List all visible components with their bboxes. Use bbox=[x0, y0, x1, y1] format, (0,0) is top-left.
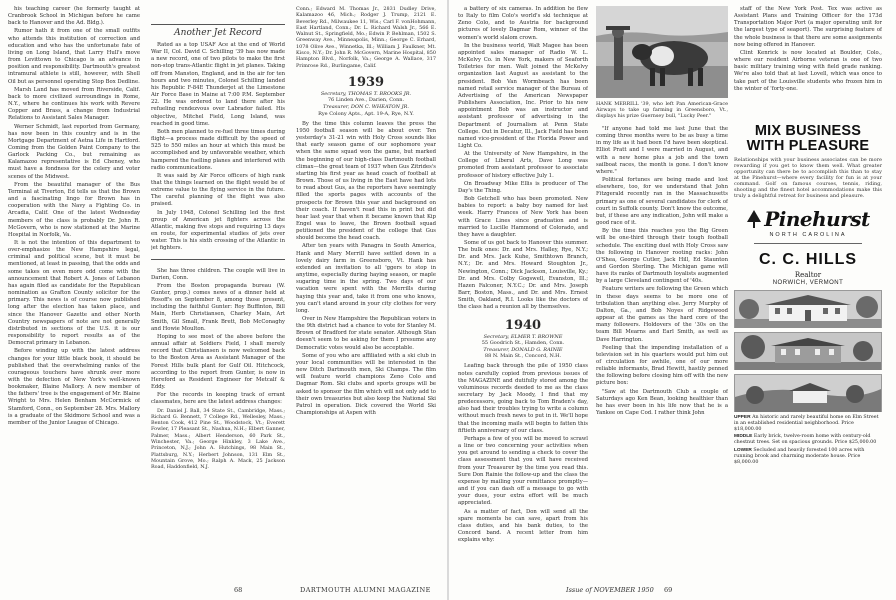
bull-photo-image bbox=[596, 6, 728, 98]
paragraph: Some of you who are affiliated with a ski club in your local communities will be interested in the new Ditch Dartmouth men, Ski Champs. The film will feature world champions Zeno Colo and Dagmar Rom. Ski clubs and sports groups will be asked to sponsor the film which will not only add to their own treasuries but also keep the National Ski Patrol in operation. Dick covered the World Ski Championships at Aspen with bbox=[296, 352, 436, 417]
footer-magazine-title: DARTMOUTH ALUMNI MAGAZINE bbox=[300, 586, 431, 594]
paragraph: By the time this column leaves the press the 1950 football season will be about over. Ten yesterday's 31-21 win with Holy Cross sounds like that early season game of our sophomore year when the same squad won the game, but marked the beginning of our high-class Dartmouth football climax—the great team of 1937 when Gus Zitrides's starting his first year as head coach of football at Brown. Those of us living in the East have had lots to read about Gus, as the reporters have seemingly filled the sports pages with accounts of the prospects for Brown this year and background on their coach. If haven't read this in print but did hear last year that when it became known that Kip Engel was to leave, the Brown football squad petitioned the president of the college that Gus should become the head coach. bbox=[296, 120, 436, 242]
paragraph: In the business world, Walt Magee has been appointed sales manager of Radio W. L. McKelvy Co. in New York, makers of Seaforth Toiletries for men. Walt joined the McKelvy organization last August as assistant to the president. Bob Van Wormbeach has been named retail service manager of the Bureau of Advertising of the American Newspaper Publishers Association, Inc. Prior to his new appointment Bob was an instructor and assistant professor of advertising in the Department of Journalism at Penn State College. Out in Decatur, Ill., Jack Field has been named vice-president of the Florida Power and Light Co. bbox=[458, 42, 588, 149]
paragraph: At the University of New Hampshire, in the College of Liberal Arts, Dave Long was promoted from assistant professor to associate professor of history effective July 1. bbox=[458, 151, 588, 179]
paragraph: "If anyone had told me last June that the coming three months were to be as busy a time in my life as it had been I'd have been skeptical. Elliot Pratt and I were married in August, and with a new home plus a job and the town sailboat races, the month is gone. I don't know where." bbox=[596, 126, 728, 175]
treasurer-address-1940: 88 N. Main St., Concord, N.H. bbox=[484, 353, 562, 360]
paragraph: It was said by Air Force officers of high rank that the things learned on the flight would be of extreme value to the flying service in the future. The careful planning of the flight was also praised. bbox=[151, 172, 285, 208]
house-photo-middle bbox=[734, 332, 882, 370]
house-image bbox=[735, 333, 881, 370]
paragraph: As a matter of fact, Don will send all the spare moments he can save, apart from his class duties, and his bank duties, to the Concord band. A recent letter from him explains why: bbox=[458, 508, 588, 544]
secretary-1940: Secretary, ELMER T. BROWNE bbox=[483, 333, 563, 340]
paragraph: From the Boston propaganda bureau (W. Gunter, prop.) comes news of a dinner held at Rosoff's on September 8, among those present, including the faithful Gunter: Roy Buffinton, Bill Main, Herb Christiansen, Charley Main, Art Smith, Gil Small, Frank Brett, Bob McConaghy and Howie Moulton. bbox=[151, 282, 285, 332]
box-title: Another Jet Record bbox=[174, 28, 262, 38]
treasurer-address-1939: Rye Colony Apts., Apt. 19-A, Rye, N.Y. bbox=[318, 110, 414, 117]
listing-text: An historic and rarely beautiful home on Elm Street in an established residential neighborhood. Price $18,000.00 bbox=[734, 415, 879, 432]
right-col-1 bbox=[458, 6, 588, 582]
left-col-1 bbox=[8, 6, 140, 582]
paragraph: staff of the New York Post. Tex was active as Assistant Plans and Training Officer for the 173d Transportation Major Port (a major operating unit for the largest type of seaport). The surprising feature of the whole business is that there are some assignments now being offered in Hanover. bbox=[734, 6, 882, 48]
caption-text: HANK MERRILL '39, who left Pan American-Grace Airways to take up farming in Greensboro, Vt., displays his prize Guernsey bull, "Lucky Peer." bbox=[596, 101, 728, 119]
right-col-2 bbox=[596, 126, 728, 582]
listing-label: LOWER bbox=[734, 447, 752, 453]
box-top-rule bbox=[151, 24, 285, 25]
class-year-1940: 1940 bbox=[504, 317, 542, 333]
pinehurst-advertisement bbox=[734, 124, 882, 574]
listing-text: Secluded and heavily forested 100 acres with running brook and charming moderate house. Price $8,000.00 bbox=[734, 447, 865, 465]
left-col-3 bbox=[296, 6, 436, 582]
paragraph: From the beautiful manager of the Bus Terminal at Tiverton, Ed tells us that the Brown and a fascinating lingo for Brown has in cooperation with the Navy a Fighting Co. in Arcadia, Calif. One of the latest Wednesday members of the class is probably Dr. John R. McGovern, who is now stationed at the Marine Hospital in Norfolk, Va. bbox=[8, 181, 140, 238]
pine-tree-icon bbox=[746, 210, 762, 228]
paragraph: Leafing back through the pile of 1950 class notes carefully copied from previous issues of the MAGAZINE and dutifully stored among the voluminous records deeded to me as the class secretary by Jack Moody, I find that my predecessors, going back to Tom Braden's day, also had their troubles trying to write a column without much fresh news to put in it. We'll hope that the incoming mails will begin to fatten this fiftieth anniversary of our class. bbox=[458, 363, 588, 434]
page-number-right: 69 bbox=[664, 586, 673, 594]
box-bottom-rule bbox=[151, 259, 285, 260]
gutter bbox=[447, 0, 449, 600]
left-col-2 bbox=[151, 6, 285, 582]
paragraph: Bob Getchell who has been promoted. New babies to report: a baby boy named for last week. Harry Frances of New York has been with Grace Lines since graduation and is married to Lucille Hammond of Colorado, and they have a daughter. bbox=[458, 196, 588, 238]
ad-divider bbox=[754, 243, 862, 244]
paragraph: Werner Schmidt, last reported from Germany, has now been in this country and is in the Mortgage Department of Aetna Life in Hartford. Coming from the Golden Paint Company to the Garlock Packing Co., but remaining as Kalamazoo representative is Ed Cheney, who must have a fondness for the celery and voter scenes of the Midwest. bbox=[8, 123, 140, 180]
ad-body-text: Relationships with your business associates can be more rewarding if you get to know them well. What greater opportunity can there be to accomplish this than to stay at the Pinehurst—where every facility for fun is at your command. Golf on famous courses, tennis, riding, shooting and the finest hotel accommodations make this truly a delightful retreat for business and pleasure. bbox=[734, 157, 882, 199]
paragraph: a battery of six cameras. In addition he flew to Italy to film Colo's world's ski technique at Zeno Colo, and to Austria for background pictures of lovely Dagmar Rom, winner of the women's world slalom crown. bbox=[458, 6, 588, 41]
paragraph: "Saw at the Dartmouth Club a couple of Saturdays ago Ken Bean, looking healthier than he has ever been in his life now that he is a Yankee on Cape Cod. I rather think John bbox=[596, 388, 728, 417]
paragraph: Political fortunes are being made and lost elsewhere, too, for we understand that John Fitzgerald recently ran in the Massachusetts primary as one of several candidates for clerk of court in Suffolk county. Don't know the outcome, but, if these are any indication, John will make a good race of it. bbox=[596, 177, 728, 227]
paragraph: By the time this reaches you the Big Green will be one-third through their tough football schedule. The exciting duel with Holy Cross saw the following in Hanover rooting racks: John O'Shea, George Cutler, Jack Hill, Ed Staunton and Gordon Sterling. The Michigan game will have its ranks of Dartmouth loyalists augmented by a large Cleveland contingent of '40s. bbox=[596, 228, 728, 285]
paragraph: Feature writers are following the Green which in these days seems to be more one of tribulation than anything else. Jerry Murphy of Dalton, Ga., and Bob Noyes of Ridgewood appear at the games as the hard core of the many followers. Holdovers of the '30s on the team Bill Mearns and Earl Smith, as well as Dave Harrington. bbox=[596, 286, 728, 343]
treasurer-1939: Treasurer, DON C. WHEATON JR. bbox=[323, 104, 409, 111]
listing-label: UPPER bbox=[734, 415, 751, 420]
realtor-title: Realtor bbox=[794, 271, 822, 279]
paragraph: Some of us got back to Hanover this summer. The bulk ones: Dr. and Mrs. Halley, Rye, N.Y.; Dr. and Mrs. Jack Kuhe, Smithtown Branch, N.Y.; Dr. and Mrs. Howard Stoughton Jr., Newington, Conn.; Dick Jackson, Louisville, Ky.; Dr. and Mrs. Colby Gogswell, Evanston, Ill.; Hazen Falconer, N.Y.C.; Dr. and Mrs. Joseph Barr, Boston, Mass., and Dr. and Mrs. Ernest Smith, Oakland, R.I. Looks like the doctors of the class had a reunion all by themselves. bbox=[458, 240, 588, 311]
footer-issue: Issue of NOVEMBER 1950 bbox=[566, 586, 654, 594]
listing-label: MIDDLE bbox=[734, 434, 753, 440]
pinehurst-logo bbox=[734, 207, 882, 231]
paragraph: Hoping to see most of the above before the annual affair at Soldiers Field, I shall merely record that Christiansen is now welcomed back to the Boston Area as Assistant Manager of the Forest Hills bulk plant for Gulf Oil. Hitchcock, according to the report from Gunter, is now in Hereford as Resident Engineer for Metcalf & Eddy. bbox=[151, 333, 285, 391]
photo-caption bbox=[596, 101, 728, 123]
paragraph: In July 1948, Colonel Schilling led the first group of American jet fighters across the Atlantic, making five stops and requiring 13 days en route, for experimental studies of jets over water. This is his sixth crossing of the Atlantic in jet fighters. bbox=[151, 209, 285, 252]
paragraph: It is not the intention of this department to over-emphasize the New Hampshire legal, criminal and political scene, but it must be mentioned, at least in passing, that the odds and some takes on even more odd come with the announcement that Robert A. Jones of Lebanon has again filed as candidate for the Republican nomination as Grafton County solicitor for the primary. This news is of course now published long after the election has taken place, and since the Hanover Gazette and other North Country newspapers of note are not generally distributed in sections of the U.S. it is our responsibility to report results as of the Democrat primary in Lebanon. bbox=[8, 240, 140, 347]
secretary-1939: Secretary, THOMAS T. BROOKS JR. bbox=[320, 90, 412, 97]
class-year-1939: 1939 bbox=[347, 74, 385, 90]
paragraph: She has three children. The couple will live in Darien, Conn. bbox=[151, 267, 285, 281]
paragraph: Before winding up with the latest address changes for your little black book, it should be published that the overwhelming ranks of the courageous touchers have shrunk over more with the defection of New York's well-known bookmaker, Blaine Mallory. A new member of the fathers' tree is the engagement of Mr. Blaine Wright to Mrs. Helen Benham McCormick of Stamford, Conn., on September 28. Mrs. Mallory is a graduate of the Skidmore School and was a member of the Junior League of Chicago. bbox=[8, 348, 140, 426]
ad-state: NORTH CAROLINA bbox=[769, 232, 847, 238]
paragraph: Both men planned to re-fuel three times during flight—a process made difficult by the speed of 525 to 550 miles an hour at which this must be accomplished and by unfavorable weather, which hampered the fuelling planes and interfered with radio communications. bbox=[151, 128, 285, 171]
house-photo-upper bbox=[734, 290, 882, 328]
paragraph: For the records in keeping track of errant classmates, here are the latest address changes: bbox=[151, 392, 285, 406]
secretary-address-1940: 55 Goodrich St., Hamden, Conn. bbox=[481, 339, 565, 346]
paragraph: Clint Kenrick is now located at Boulder, Colo., where our resident Airborne veteran is one of two basic military training wing with field grade ranking. We're also told that at last Lovell, which was once to take part of the Louisville students who frozen him in the winter of 'forty-one. bbox=[734, 49, 882, 92]
secretary-address-1939: 76 Linden Ave., Darien, Conn. bbox=[327, 97, 405, 104]
paragraph: his teaching career (he formerly taught at Cranbrook School in Michigan before he came back to Hanover and the Ad. Bldg.). bbox=[8, 6, 140, 27]
house-image bbox=[735, 375, 881, 412]
address-list: Dr. Daniel J. Ball, 34 State St., Cambridge, Mass.; Richard G. Bennett, 7 College Rd., Wellesley, Mass.; Benton Cook, 412 Pine St., Woodstock, Vt.; Everett Fowler, 17 Pleasant St., Nashua, N.H.; Elbert Ganner, Palmer, Mass.; Albert Henderson, 60 Park St., Winchester, Va.; George Hinkley, 3 Lake Ave., Princeton, N.J.; John A. Hutchings, 98 Main St., Plattsburg, N.Y.; Herbert Johnson, 131 Elm St., Mountain Grove, Mo.; Ralph A. Mack, 25 Jackson Road, Haddonfield, N.J. bbox=[151, 407, 285, 471]
page-number-left: 68 bbox=[234, 586, 243, 594]
right-col-3-top bbox=[734, 6, 882, 118]
paragraph: On Broadway Mike Ellis is producer of The Day's the Thing. bbox=[458, 180, 588, 194]
paragraph: Perhaps a few of you will be moved to scrawl a line or two concerning your activities when you get around to sending a check to cover the class assessment that you will have received from your Treasurer by the time you read this. Sure Don Rainie the follow-up and the class the expense by mailing your remittance promptly—and if you can dash off a message to go with your dues, your extra effort will be much appreciated. bbox=[458, 435, 588, 507]
realtor-name: C. C. HILLS bbox=[758, 251, 858, 268]
listing-text: Early brick, twelve-room home with century-old chestnut trees. Set on spacious grounds. Price $25,000.00 bbox=[734, 434, 877, 446]
realtor-town: NORWICH, VERMONT bbox=[772, 280, 844, 286]
listing-lower bbox=[734, 448, 882, 465]
treasurer-1940: Treasurer, DONALD G. RAINIE bbox=[483, 346, 563, 353]
address-list: Conn.; Edward M. Thomas Jr., 2831 Dudley Drive, Kalamazoo 46, Mich.; Rodger J. Trump, 2121 E. Beverley Rd., Milwaukee 11, Wis.; Carl F. vonHohmann, East Hartland, Conn.; Dr. L. Richard Walsh Jr., 566 E. Walnut St., Springfield, Mo.; Edwin P. Behlman, 1502 S. Greenway Ave., Minneapolis, Minn.; George C. Erhard, 1078 Olive Ave., Winnetka, Ill.; William J. Faulkner, Mt. Kisco, N.Y.; Dr. John R. McGovern, Marine Hospital, 850 Hampton Blvd., Norfolk, Va.; George A. Wallace, 317 Primrose Rd., Burlingame, Calif. bbox=[296, 6, 436, 69]
paragraph: After ten years with Panagra in South America, Hank and Mary Merrill have settled down in a lovely dairy farm in Greensboro, Vt. Hank has extended an invitation to all 'ggers to stop in anytime, especially during haying season, or maple sugaring time in the spring. Two days of our vacation were spent with the Merrills during haying this year and, take it from one who knows, you can't stand around in your city clothes for very long. bbox=[296, 243, 436, 314]
ad-headline: MIX BUSINESS WITH PLEASURE bbox=[746, 123, 870, 154]
pinehurst-wordmark: Pinehurst bbox=[764, 207, 870, 231]
paragraph: Rumor hath it from one of the small outfits who attends this institution of correction and education and who has the unfortunate fate of living on Long Island, that Larry Hull's move from Levittown to Chicago is an advance in position and responsibility. Dartmouth's greatest intramural athlete is still, however, with Shell Oil but as personnel operating Stop Box Dedline. bbox=[8, 28, 140, 85]
listing-middle bbox=[734, 434, 882, 446]
paragraph: Over in New Hampshire the Republican voters in the 9th district had a chance to vote for Stanley M. Brown of Bradford for state senator. Although Stan doesn't seem to be asking for them I presume any Democratic votes would also be acceptable. bbox=[296, 316, 436, 351]
house-photo-lower bbox=[734, 374, 882, 412]
paragraph: Rated as a top USAF Ace at the end of World War II, Col. David C. Schilling '39 has now made a new record, one of two pilots to make the first non-stop trans-Atlantic flight in jet planes. Taking off from Manston, England, and in the air for ten hours and two minutes, Colonel Schilling landed his Republic F-84E Thunderjet at the Limestone Air Force Base in Maine at 7:00 P.M. September 22. He was ordered to land there after his refueling rendezvous over Labrador failed. His objective, Mitchel Field, Long Island, was reached in good time. bbox=[151, 42, 285, 127]
listing-upper bbox=[734, 415, 882, 432]
paragraph: Marsh Land has moved from Riverside, Calif. back to more civilized surroundings in Rome, N.Y., where he continues his work with Revere Copper and Brass, a change from Industrial Relations to Assistant Sales Manager. bbox=[8, 86, 140, 122]
house-image bbox=[735, 291, 881, 328]
paragraph: Feeling that the impending installation of a television set in his quarters would put him out of circulation for awhile, one of our more reliable informants, Brad Hewitt, hastily penned the following before closing him off with the new picture box: bbox=[596, 344, 728, 387]
photo-hank-merrill-bull bbox=[596, 6, 728, 98]
